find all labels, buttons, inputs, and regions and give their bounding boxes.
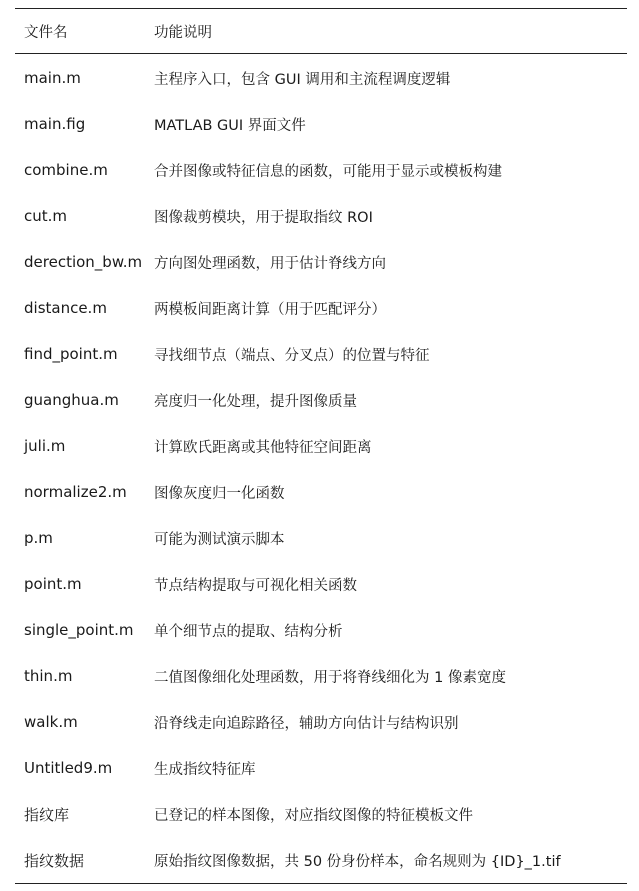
file-description-cell: 方向图处理函数，用于估计脊线方向 <box>154 255 386 272</box>
table-row <box>15 239 627 285</box>
file-name-cell: distance.m <box>24 299 107 317</box>
header-description: 功能说明 <box>154 24 212 41</box>
table-row <box>15 745 627 791</box>
file-description-cell: 亮度归一化处理，提升图像质量 <box>154 393 357 410</box>
file-description-cell: 可能为测试演示脚本 <box>154 531 285 548</box>
table-row <box>15 55 627 101</box>
file-name-cell: normalize2.m <box>24 483 127 501</box>
file-name-cell: single_point.m <box>24 621 134 639</box>
file-description-cell: 两模板间距离计算（用于匹配评分） <box>154 301 386 318</box>
table-header-row <box>15 9 627 53</box>
table-row <box>15 285 627 331</box>
file-name-cell: main.m <box>24 69 81 87</box>
file-name-cell: find_point.m <box>24 345 118 363</box>
file-description-cell: 单个细节点的提取、结构分析 <box>154 623 343 640</box>
file-name-cell: Untitled9.m <box>24 759 113 777</box>
file-description-cell: MATLAB GUI 界面文件 <box>154 117 306 134</box>
table-bottom-rule <box>15 883 627 884</box>
table-row <box>15 561 627 607</box>
table-row <box>15 147 627 193</box>
header-filename: 文件名 <box>24 24 68 41</box>
file-description-cell: 图像裁剪模块，用于提取指纹 ROI <box>154 209 373 226</box>
table-row <box>15 331 627 377</box>
table-row <box>15 101 627 147</box>
file-name-cell: combine.m <box>24 161 108 179</box>
file-description-cell: 主程序入口，包含 GUI 调用和主流程调度逻辑 <box>154 71 451 88</box>
file-description-cell: 原始指纹图像数据，共 50 份身份样本，命名规则为 {ID}_1.tif <box>154 853 561 870</box>
file-name-cell: 指纹库 <box>24 805 70 824</box>
file-description-cell: 计算欧氏距离或其他特征空间距离 <box>154 439 372 456</box>
table-row <box>15 791 627 837</box>
file-name-cell: juli.m <box>24 437 66 455</box>
file-description-cell: 节点结构提取与可视化相关函数 <box>154 577 357 594</box>
file-description-cell: 图像灰度归一化函数 <box>154 485 285 502</box>
file-description-cell: 已登记的样本图像，对应指纹图像的特征模板文件 <box>154 807 473 824</box>
table-row <box>15 607 627 653</box>
file-description-cell: 二值图像细化处理函数，用于将脊线细化为 1 像素宽度 <box>154 669 506 686</box>
table-row <box>15 699 627 745</box>
table-row <box>15 423 627 469</box>
file-description-cell: 合并图像或特征信息的函数，可能用于显示或模板构建 <box>154 163 502 180</box>
file-name-cell: point.m <box>24 575 82 593</box>
table-row <box>15 837 627 883</box>
file-name-cell: cut.m <box>24 207 68 225</box>
file-name-cell: thin.m <box>24 667 73 685</box>
file-name-cell: derection_bw.m <box>24 253 143 271</box>
table-row <box>15 469 627 515</box>
file-function-table <box>15 8 627 884</box>
file-name-cell: guanghua.m <box>24 391 119 409</box>
file-description-cell: 生成指纹特征库 <box>154 761 256 778</box>
table-row <box>15 653 627 699</box>
file-description-cell: 寻找细节点（端点、分叉点）的位置与特征 <box>154 347 430 364</box>
file-name-cell: p.m <box>24 529 53 547</box>
table-row <box>15 377 627 423</box>
file-description-cell: 沿脊线走向追踪路径，辅助方向估计与结构识别 <box>154 715 459 732</box>
table-row <box>15 515 627 561</box>
table-row <box>15 193 627 239</box>
table-body <box>15 54 627 883</box>
file-name-cell: walk.m <box>24 713 78 731</box>
file-name-cell: 指纹数据 <box>24 851 85 870</box>
file-name-cell: main.fig <box>24 115 86 133</box>
